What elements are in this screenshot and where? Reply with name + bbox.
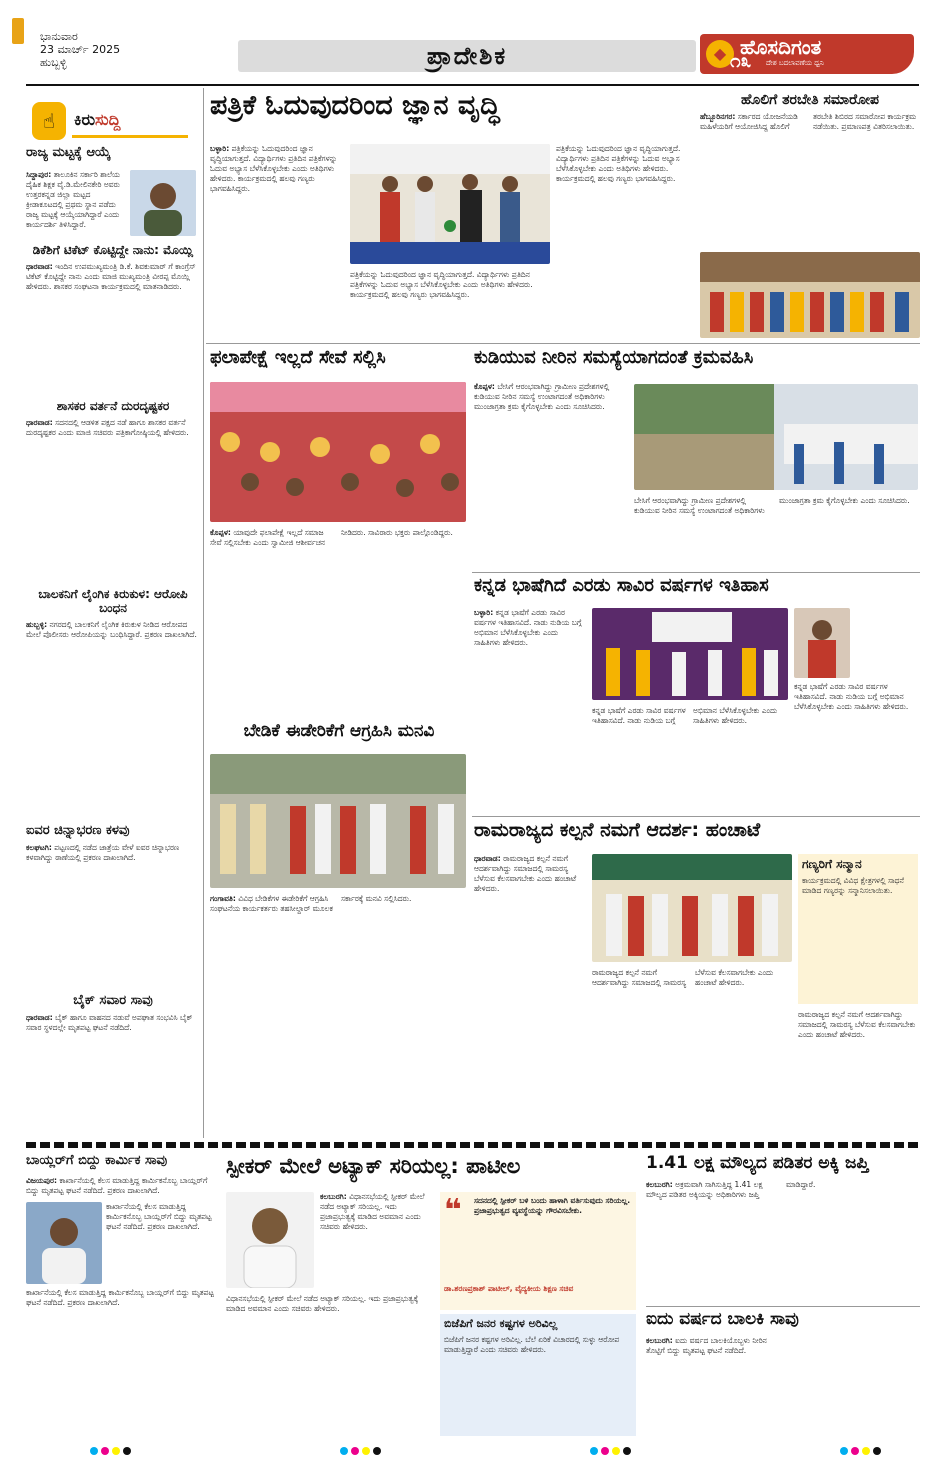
corner-mark: [12, 18, 24, 44]
brief-3-text: ಸದನದಲ್ಲಿ ಆಡಳಿತ ಪಕ್ಷದ ನಡೆ ಹಾಗೂ ಶಾಸಕರ ವರ್ತನೆ ದುರದೃಷ್ಟಕರ ಎಂದು ಮಾಜಿ ಸಚಿವರು ಪತ್ರಿಕಾಗೋಷ್ಠಿಯಲ್ಲಿ ಹೇಳಿದರು.: [26, 417, 189, 437]
city-label: ಹುಬ್ಬಳ್ಳಿ: [40, 56, 67, 69]
kirusuddi-badge: [32, 102, 182, 140]
quote-author: ಡಾ.ಶರಣಪ್ರಕಾಶ್ ಪಾಟೀಲ್, ವೈದ್ಯಕೀಯ ಶಿಕ್ಷಣ ಸಚಿವ: [444, 1284, 574, 1293]
boiler-text-side: ಕಾರ್ಖಾನೆಯಲ್ಲಿ ಕೆಲಸ ಮಾಡುತ್ತಿದ್ದ ಕಾರ್ಮಿಕನೊಬ್ಬ ಬಾಯ್ಲರ್‌ಗೆ ಬಿದ್ದು ಮೃತಪಟ್ಟ ಘಟನೆ ನಡೆದಿದೆ. ಪ್ರಕರಣ ದಾಖಲಾಗಿದೆ.: [106, 1202, 212, 1231]
bjp-headline: ಬಿಜೆಪಿಗೆ ಜನರ ಕಷ್ಟಗಳ ಅರಿವಿಲ್ಲ: [444, 1317, 558, 1330]
brief-3: ಶಾಸಕರ ವರ್ತನೆ ದುರದೃಷ್ಟಕರ ಧಾರವಾಡ: ಸದನದಲ್ಲಿ ಆಡಳಿತ ಪಕ್ಷದ ನಡೆ ಹಾಗೂ ಶಾಸಕರ ವರ್ತನೆ ದುರದೃಷ್ಟಕರ ಎಂದು ಮಾಜಿ ಸಚಿವರು ಪತ್ರಿಕಾಗೋಷ್ಠಿಯಲ್ಲಿ ಹೇಳಿದರು.: [26, 400, 200, 580]
training-text: ಸರ್ಕಾರದ ಯೋಜನೆಯಡಿ ಮಹಿಳೆಯರಿಗೆ ಆಯೋಜಿಸಿದ್ದ ಹೊಲಿಗೆ ತರಬೇತಿ ಶಿಬಿರದ ಸಮಾರೋಪ ಕಾರ್ಯಕ್ರಮ ನಡೆಯಿತು. ಪ್ರಮಾಣಪತ್ರ ವಿತರಿಸಲಾಯಿತು.: [700, 112, 917, 132]
kannada-photo-2: [794, 608, 850, 678]
cmyk-marks-3: [590, 1440, 634, 1459]
cmyk-marks-2: [340, 1440, 384, 1459]
ramarajya-headline: ರಾಮರಾಜ್ಯದ ಕಲ್ಪನೆ ನಮಗೆ ಆದರ್ಶ: ಹಂಚಾಟೆ: [474, 820, 761, 841]
felicitation-text: ಕಾರ್ಯಕ್ರಮದಲ್ಲಿ ವಿವಿಧ ಕ್ಷೇತ್ರಗಳಲ್ಲಿ ಸಾಧನೆ ಮಾಡಿದ ಗಣ್ಯರನ್ನು ಸನ್ಮಾನಿಸಲಾಯಿತು.: [802, 875, 904, 895]
top-rule: [26, 84, 919, 86]
brief-1-text: ತಾಲೂಕಿನ ಸರ್ಕಾರಿ ಶಾಲೆಯ ದೈಹಿಕ ಶಿಕ್ಷಕ ವೈ.ಡಿ.ಮೇಲಿನಕೇರಿ ಅವರು ಉತ್ತರಕನ್ನಡ ಜಿಲ್ಲಾ ಮಟ್ಟದ ಕ್ರೀಡಾಕೂಟದಲ್ಲಿ ಪ್ರಥಮ ಸ್ಥಾನ ಪಡೆದು ರಾಜ್ಯ ಮಟ್ಟಕ್ಕೆ ಆಯ್ಕೆಯಾಗಿದ್ದಾರೆ ಎಂದು ಕಾರ್ಯದರ್ಶಿ ತಿಳಿಸಿದ್ದಾರೆ.: [26, 170, 120, 229]
ramarajya-photo: [592, 854, 792, 962]
cmyk-marks-1: [90, 1440, 134, 1459]
lead-headline: ಪತ್ರಿಕೆ ಓದುವುದರಿಂದ ಜ್ಞಾನ ವೃದ್ಧಿ: [210, 90, 500, 121]
water-text: ಬೇಸಿಗೆ ಆರಂಭವಾಗಿದ್ದು ಗ್ರಾಮೀಣ ಪ್ರದೇಶಗಳಲ್ಲಿ ಕುಡಿಯುವ ನೀರಿನ ಸಮಸ್ಯೆ ಉಂಟಾಗದಂತೆ ಅಧಿಕಾರಿಗಳು ಮುಂಜಾಗ್ರತಾ ಕ್ರಮ ಕೈಗೊಳ್ಳಬೇಕು ಎಂದು ಸೂಚಿಸಿದರು.: [474, 382, 610, 411]
rally-text: ವಿವಿಧ ಬೇಡಿಕೆಗಳ ಈಡೇರಿಕೆಗೆ ಆಗ್ರಹಿಸಿ ಸಂಘಟನೆಯ ಕಾರ್ಯಕರ್ತರು ತಹಸೀಲ್ದಾರ್ ಮೂಲಕ ಸರ್ಕಾರಕ್ಕೆ ಮನವಿ ಸಲ್ಲಿಸಿದರು.: [210, 894, 412, 913]
section-divider: [26, 1142, 919, 1148]
rice-story: 1.41 ಲಕ್ಷ ಮೌಲ್ಯದ ಪಡಿತರ ಅಕ್ಕಿ ಜಪ್ತಿ ಕಲಬುರಗಿ: ಅಕ್ರಮವಾಗಿ ಸಾಗಿಸುತ್ತಿದ್ದ 1.41 ಲಕ್ಷ ಮೌಲ್ಯದ ಪಡಿತರ ಅಕ್ಕಿಯನ್ನು ಅಧಿಕಾರಿಗಳು ಜಪ್ತಿ ಮಾಡಿದ್ದಾರೆ.: [646, 1154, 920, 1304]
ramarajya-text-column-3: ರಾಮರಾಜ್ಯದ ಕಲ್ಪನೆ ನಮಗೆ ಆದರ್ಶವಾಗಿದ್ದು ಸಮಾಜದಲ್ಲಿ ಸಾಮರಸ್ಯ ಬೆಳೆಸುವ ಕೆಲಸವಾಗಬೇಕು ಎಂದು ಹಂಚಾಟೆ ಹೇಳಿದರು.: [798, 1010, 916, 1039]
brief-2-text: ಇಂದಿನ ಉಪಮುಖ್ಯಮಂತ್ರಿ ಡಿ.ಕೆ. ಶಿವಕುಮಾರ್ ಗೆ ಕಾಂಗ್ರೆಸ್ ಟಿಕೆಟ್ ಕೊಟ್ಟಿದ್ದೇ ನಾನು ಎಂದು ಮಾಜಿ ಮುಖ್ಯಮಂತ್ರಿ ವೀರಪ್ಪ ಮೊಯ್ಲಿ ಹೇಳಿದರು. ಶಾಸಕರ ಸಂಘಟನಾ ಕಾರ್ಯಕ್ರಮದಲ್ಲಿ ಮಾತನಾಡಿದರು.: [26, 261, 196, 291]
kannada-text: ಕನ್ನಡ ಭಾಷೆಗೆ ಎರಡು ಸಾವಿರ ವರ್ಷಗಳ ಇತಿಹಾಸವಿದೆ. ನಾಡು ನುಡಿಯ ಬಗ್ಗೆ ಅಭಿಮಾನ ಬೆಳೆಸಿಕೊಳ್ಳಬೇಕು ಎಂದು ಸಾಹಿತಿಗಳು ಹೇಳಿದರು.: [474, 608, 582, 647]
date-block: [40, 30, 120, 69]
kannada-text-column-3: ಕನ್ನಡ ಭಾಷೆಗೆ ಎರಡು ಸಾವಿರ ವರ್ಷಗಳ ಇತಿಹಾಸವಿದೆ. ನಾಡು ನುಡಿಯ ಬಗ್ಗೆ ಅಭಿಮಾನ ಬೆಳೆಸಿಕೊಳ್ಳಬೇಕು ಎಂದು ಸಾಹಿತಿಗಳು ಹೇಳಿದರು.: [794, 682, 909, 711]
service-story: ಫಲಾಪೇಕ್ಷೆ ಇಲ್ಲದೆ ಸೇವೆ ಸಲ್ಲಿಸಿ ಕೊಪ್ಪಳ: ಯಾವುದೇ ಫಲಾಪೇಕ್ಷೆ ಇಲ್ಲದೆ ಸಮಾಜ ಸೇವೆ ಸಲ್ಲಿಸಬೇಕು ಎಂದು ಸ್ವಾಮೀಜಿ ಆಶೀರ್ವಚನ ನೀಡಿದರು. ಸಾವಿರಾರು ಭಕ್ತರು ಪಾಲ್ಗೊಂಡಿದ್ದರು.: [210, 348, 468, 716]
lead-text-continued: ಪತ್ರಿಕೆಯನ್ನು ಓದುವುದರಿಂದ ಜ್ಞಾನ ವೃದ್ಧಿಯಾಗುತ್ತದೆ. ವಿದ್ಯಾರ್ಥಿಗಳು ಪ್ರತಿದಿನ ಪತ್ರಿಕೆಗಳನ್ನು ಓದುವ ಅಭ್ಯಾಸ ಬೆಳೆಸಿಕೊಳ್ಳಬೇಕು ಎಂದು ಅತಿಥಿಗಳು ಹೇಳಿದರು. ಕಾರ್ಯಕ್ರಮದಲ್ಲಿ ಹಲವು ಗಣ್ಯರು ಭಾಗವಹಿಸಿದ್ದರು.: [350, 270, 533, 299]
brief-1-headline: ರಾಜ್ಯ ಮಟ್ಟಕ್ಕೆ ಆಯ್ಕೆ: [26, 146, 111, 160]
cmyk-marks-4: [840, 1440, 884, 1459]
felicitation-box: [798, 854, 918, 1004]
column-divider: [203, 88, 204, 1138]
training-photo: [700, 252, 920, 338]
brief-2: ಡಿಕೆಶಿಗೆ ಟಿಕೆಟ್ ಕೊಟ್ಟಿದ್ದೇ ನಾನು: ಮೊಯ್ಲಿ ಧಾರವಾಡ: ಇಂದಿನ ಉಪಮುಖ್ಯಮಂತ್ರಿ ಡಿ.ಕೆ. ಶಿವಕುಮಾರ್ ಗೆ ಕಾಂಗ್ರೆಸ್ ಟಿಕೆಟ್ ಕೊಟ್ಟಿದ್ದೇ ನಾನು ಎಂದು ಮಾಜಿ ಮುಖ್ಯಮಂತ್ರಿ ವೀರಪ್ಪ ಮೊಯ್ಲಿ ಹೇಳಿದರು. ಶಾಸಕರ ಸಂಘಟನಾ ಕಾರ್ಯಕ್ರಮದಲ್ಲಿ ಮಾತನಾಡಿದರು.: [26, 244, 200, 394]
water-photo: [634, 384, 918, 490]
brief-6-headline: ಬೈಕ್ ಸವಾರ ಸಾವು: [73, 994, 153, 1008]
lamp-logo-icon: ◆: [706, 40, 734, 68]
date-label: 23 ಮಾರ್ಚ್ 2025: [40, 43, 121, 56]
lead-story: ಪತ್ರಿಕೆ ಓದುವುದರಿಂದ ಜ್ಞಾನ ವೃದ್ಧಿ ಬಳ್ಳಾರಿ: ಪತ್ರಿಕೆಯನ್ನು ಓದುವುದರಿಂದ ಜ್ಞಾನ ವೃದ್ಧಿಯಾಗುತ್ತದೆ. ವಿದ್ಯಾರ್ಥಿಗಳು ಪ್ರತಿದಿನ ಪತ್ರಿಕೆಗಳನ್ನು ಓದುವ ಅಭ್ಯಾಸ ಬೆಳೆಸಿಕೊಳ್ಳಬೇಕು ಎಂದು ಅತಿಥಿಗಳು ಹೇಳಿದರು. ಕಾರ್ಯಕ್ರಮದಲ್ಲಿ ಹಲವು ಗಣ್ಯರು ಭಾಗವಹಿಸಿದ್ದರು. ಪತ್ರಿಕೆಯನ್ನು ಓದುವುದರಿಂದ ಜ್ಞಾನ ವೃದ್ಧಿಯಾಗುತ್ತದೆ. ವಿದ್ಯಾರ್ಥಿಗಳು ಪ್ರತಿದಿನ ಪತ್ರಿಕೆಗಳನ್ನು ಓದುವ ಅಭ್ಯಾಸ ಬೆಳೆಸಿಕೊಳ್ಳಬೇಕು ಎಂದು ಅತಿಥಿಗಳು ಹೇಳಿದರು. ಕಾರ್ಯಕ್ರಮದಲ್ಲಿ ಹಲವು ಗಣ್ಯರು ಭಾಗವಹಿಸಿದ್ದರು. ಪತ್ರಿಕೆಯನ್ನು ಓದುವುದರಿಂದ ಜ್ಞಾನ ವೃದ್ಧಿಯಾಗುತ್ತದೆ. ವಿದ್ಯಾರ್ಥಿಗಳು ಪ್ರತಿದಿನ ಪತ್ರಿಕೆಗಳನ್ನು ಓದುವ ಅಭ್ಯಾಸ ಬೆಳೆಸಿಕೊಳ್ಳಬೇಕು ಎಂದು ಅತಿಥಿಗಳು ಹೇಳಿದರು. ಕಾರ್ಯಕ್ರಮದಲ್ಲಿ ಹಲವು ಗಣ್ಯರು ಭಾಗವಹಿಸಿದ್ದರು.: [210, 90, 690, 340]
brief-2-headline: ಡಿಕೆಶಿಗೆ ಟಿಕೆಟ್ ಕೊಟ್ಟಿದ್ದೇ ನಾನು: ಮೊಯ್ಲಿ: [32, 244, 194, 257]
kirusuddi-column: [26, 94, 200, 1138]
brief-6: ಬೈಕ್ ಸವಾರ ಸಾವು ಧಾರವಾಡ: ಬೈಕ್ ಹಾಗೂ ವಾಹನದ ನಡುವೆ ಅಪಘಾತ ಸಂಭವಿಸಿ ಬೈಕ್ ಸವಾರ ಸ್ಥಳದಲ್ಲೇ ಮೃತಪಟ್ಟ ಘಟನೆ ನಡೆದಿದೆ.: [26, 994, 200, 1138]
boiler-headline: ಬಾಯ್ಲರ್‌ಗೆ ಬಿದ್ದು ಕಾರ್ಮಿಕ ಸಾವು: [26, 1154, 168, 1168]
quote-box: [440, 1192, 636, 1310]
brief-4-headline: ಬಾಲಕನಿಗೆ ಲೈಂಗಿಕ ಕಿರುಕುಳ: ಆರೋಪಿ ಬಂಧನ: [38, 588, 188, 615]
section-title: ಪ್ರಾದೇಶಿಕ: [426, 42, 508, 70]
child-text: ಐದು ವರ್ಷದ ಬಾಲಕಿಯೊಬ್ಬಳು ನೀರಿನ ತೊಟ್ಟಿಗೆ ಬಿದ್ದು ಮೃತಪಟ್ಟ ಘಟನೆ ನಡೆದಿದೆ.: [646, 1335, 767, 1355]
training-headline: ಹೊಲಿಗೆ ತರಬೇತಿ ಸಮಾರೋಪ: [741, 92, 879, 108]
lead-text: ಪತ್ರಿಕೆಯನ್ನು ಓದುವುದರಿಂದ ಜ್ಞಾನ ವೃದ್ಧಿಯಾಗುತ್ತದೆ. ವಿದ್ಯಾರ್ಥಿಗಳು ಪ್ರತಿದಿನ ಪತ್ರಿಕೆಗಳನ್ನು ಓದುವ ಅಭ್ಯಾಸ ಬೆಳೆಸಿಕೊಳ್ಳಬೇಕು ಎಂದು ಅತಿಥಿಗಳು ಹೇಳಿದರು. ಕಾರ್ಯಕ್ರಮದಲ್ಲಿ ಹಲವು ಗಣ್ಯರು ಭಾಗವಹಿಸಿದ್ದರು.: [210, 144, 338, 193]
brief-5-text: ಪಟ್ಟಣದಲ್ಲಿ ನಡೆದ ಜಾತ್ರೆಯ ವೇಳೆ ಐವರ ಚಿನ್ನಾಭರಣ ಕಳವಾಗಿದ್ದು ಠಾಣೆಯಲ್ಲಿ ಪ್ರಕರಣ ದಾಖಲಾಗಿದೆ.: [26, 842, 180, 862]
brief-4: ಬಾಲಕನಿಗೆ ಲೈಂಗಿಕ ಕಿರುಕುಳ: ಆರೋಪಿ ಬಂಧನ ಹುಬ್ಬಳ್ಳಿ: ನಗರದಲ್ಲಿ ಬಾಲಕನಿಗೆ ಲೈಂಗಿಕ ಕಿರುಕುಳ ನೀಡಿದ ಆರೋಪದ ಮೇಲೆ ಪೊಲೀಸರು ಆರೋಪಿಯನ್ನು ಬಂಧಿಸಿದ್ದಾರೆ. ಪ್ರಕರಣ ದಾಖಲಾಗಿದೆ.: [26, 588, 200, 808]
child-story: ಐದು ವರ್ಷದ ಬಾಲಕಿ ಸಾವು ಕಲಬುರಗಿ: ಐದು ವರ್ಷದ ಬಾಲಕಿಯೊಬ್ಬಳು ನೀರಿನ ತೊಟ್ಟಿಗೆ ಬಿದ್ದು ಮೃತಪಟ್ಟ ಘಟನೆ ನಡೆದಿದೆ.: [646, 1310, 920, 1438]
service-headline: ಫಲಾಪೇಕ್ಷೆ ಇಲ್ಲದೆ ಸೇವೆ ಸಲ್ಲಿಸಿ: [210, 348, 386, 368]
water-story: ಕುಡಿಯುವ ನೀರಿನ ಸಮಸ್ಯೆಯಾಗದಂತೆ ಕ್ರಮವಹಿಸಿ ಕೊಪ್ಪಳ: ಬೇಸಿಗೆ ಆರಂಭವಾಗಿದ್ದು ಗ್ರಾಮೀಣ ಪ್ರದೇಶಗಳಲ್ಲಿ ಕುಡಿಯುವ ನೀರಿನ ಸಮಸ್ಯೆ ಉಂಟಾಗದಂತೆ ಅಧಿಕಾರಿಗಳು ಮುಂಜಾಗ್ರತಾ ಕ್ರಮ ಕೈಗೊಳ್ಳಬೇಕು ಎಂದು ಸೂಚಿಸಿದರು. ಬೇಸಿಗೆ ಆರಂಭವಾಗಿದ್ದು ಗ್ರಾಮೀಣ ಪ್ರದೇಶಗಳಲ್ಲಿ ಕುಡಿಯುವ ನೀರಿನ ಸಮಸ್ಯೆ ಉಂಟಾಗದಂತೆ ಅಧಿಕಾರಿಗಳು ಮುಂಜಾಗ್ರತಾ ಕ್ರಮ ಕೈಗೊಳ್ಳಬೇಕು ಎಂದು ಸೂಚಿಸಿದರು.: [474, 348, 920, 570]
kannada-headline: ಕನ್ನಡ ಭಾಷೆಗಿದೆ ಎರಡು ಸಾವಿರ ವರ್ಷಗಳ ಇತಿಹಾಸ: [474, 576, 769, 596]
boiler-story: ಬಾಯ್ಲರ್‌ಗೆ ಬಿದ್ದು ಕಾರ್ಮಿಕ ಸಾವು ವಿಜಯಪುರ: ಕಾರ್ಖಾನೆಯಲ್ಲಿ ಕೆಲಸ ಮಾಡುತ್ತಿದ್ದ ಕಾರ್ಮಿಕನೊಬ್ಬ ಬಾಯ್ಲರ್‌ಗೆ ಬಿದ್ದು ಮೃತಪಟ್ಟ ಘಟನೆ ನಡೆದಿದೆ. ಪ್ರಕರಣ ದಾಖಲಾಗಿದೆ. ಕಾರ್ಖಾನೆಯಲ್ಲಿ ಕೆಲಸ ಮಾಡುತ್ತಿದ್ದ ಕಾರ್ಮಿಕನೊಬ್ಬ ಬಾಯ್ಲರ್‌ಗೆ ಬಿದ್ದು ಮೃತಪಟ್ಟ ಘಟನೆ ನಡೆದಿದೆ. ಪ್ರಕರಣ ದಾಖಲಾಗಿದೆ. ಕಾರ್ಖಾನೆಯಲ್ಲಿ ಕೆಲಸ ಮಾಡುತ್ತಿದ್ದ ಕಾರ್ಮಿಕನೊಬ್ಬ ಬಾಯ್ಲರ್‌ಗೆ ಬಿದ್ದು ಮೃತಪಟ್ಟ ಘಟನೆ ನಡೆದಿದೆ. ಪ್ರಕರಣ ದಾಖಲಾಗಿದೆ.: [26, 1154, 218, 1434]
rice-text: ಅಕ್ರಮವಾಗಿ ಸಾಗಿಸುತ್ತಿದ್ದ 1.41 ಲಕ್ಷ ಮೌಲ್ಯದ ಪಡಿತರ ಅಕ್ಕಿಯನ್ನು ಅಧಿಕಾರಿಗಳು ಜಪ್ತಿ ಮಾಡಿದ್ದಾರೆ.: [646, 1179, 816, 1199]
rule-3: [472, 816, 920, 817]
ramarajya-text-continued: ರಾಮರಾಜ್ಯದ ಕಲ್ಪನೆ ನಮಗೆ ಆದರ್ಶವಾಗಿದ್ದು ಸಮಾಜದಲ್ಲಿ ಸಾಮರಸ್ಯ ಬೆಳೆಸುವ ಕೆಲಸವಾಗಬೇಕು ಎಂದು ಹಂಚಾಟೆ ಹೇಳಿದರು.: [592, 968, 774, 987]
rule-2: [472, 572, 920, 573]
boiler-text: ಕಾರ್ಖಾನೆಯಲ್ಲಿ ಕೆಲಸ ಮಾಡುತ್ತಿದ್ದ ಕಾರ್ಮಿಕನೊಬ್ಬ ಬಾಯ್ಲರ್‌ಗೆ ಬಿದ್ದು ಮೃತಪಟ್ಟ ಘಟನೆ ನಡೆದಿದೆ. ಪ್ರಕರಣ ದಾಖಲಾಗಿದೆ.: [26, 1176, 208, 1195]
ramarajya-story: ರಾಮರಾಜ್ಯದ ಕಲ್ಪನೆ ನಮಗೆ ಆದರ್ಶ: ಹಂಚಾಟೆ ಧಾರವಾಡ: ರಾಮರಾಜ್ಯದ ಕಲ್ಪನೆ ನಮಗೆ ಆದರ್ಶವಾಗಿದ್ದು ಸಮಾಜದಲ್ಲಿ ಸಾಮರಸ್ಯ ಬೆಳೆಸುವ ಕೆಲಸವಾಗಬೇಕು ಎಂದು ಹಂಚಾಟೆ ಹೇಳಿದರು. ರಾಮರಾಜ್ಯದ ಕಲ್ಪನೆ ನಮಗೆ ಆದರ್ಶವಾಗಿದ್ದು ಸಮಾಜದಲ್ಲಿ ಸಾಮರಸ್ಯ ಬೆಳೆಸುವ ಕೆಲಸವಾಗಬೇಕು ಎಂದು ಹಂಚಾಟೆ ಹೇಳಿದರು. ಗಣ್ಯರಿಗೆ ಸನ್ಮಾನ ಕಾರ್ಯಕ್ರಮದಲ್ಲಿ ವಿವಿಧ ಕ್ಷೇತ್ರಗಳಲ್ಲಿ ಸಾಧನೆ ಮಾಡಿದ ಗಣ್ಯರನ್ನು ಸನ್ಮಾನಿಸಲಾಯಿತು. ರಾಮರಾಜ್ಯದ ಕಲ್ಪನೆ ನಮಗೆ ಆದರ್ಶವಾಗಿದ್ದು ಸಮಾಜದಲ್ಲಿ ಸಾಮರಸ್ಯ ಬೆಳೆಸುವ ಕೆಲಸವಾಗಬೇಕು ಎಂದು ಹಂಚಾಟೆ ಹೇಳಿದರು.: [474, 820, 920, 1138]
brief-6-text: ಬೈಕ್ ಹಾಗೂ ವಾಹನದ ನಡುವೆ ಅಪಘಾತ ಸಂಭವಿಸಿ ಬೈಕ್ ಸವಾರ ಸ್ಥಳದಲ್ಲೇ ಮೃತಪಟ್ಟ ಘಟನೆ ನಡೆದಿದೆ.: [26, 1012, 193, 1032]
kirusuddi-underline: [72, 135, 188, 138]
ramarajya-text: ರಾಮರಾಜ್ಯದ ಕಲ್ಪನೆ ನಮಗೆ ಆದರ್ಶವಾಗಿದ್ದು ಸಮಾಜದಲ್ಲಿ ಸಾಮರಸ್ಯ ಬೆಳೆಸುವ ಕೆಲಸವಾಗಬೇಕು ಎಂದು ಹಂಚಾಟೆ ಹೇಳಿದರು.: [474, 854, 577, 893]
speaker-text: ವಿಧಾನಸಭೆಯಲ್ಲಿ ಸ್ಪೀಕರ್ ಮೇಲೆ ನಡೆದ ಅಟ್ಯಾಕ್ ಸರಿಯಲ್ಲ. ಇದು ಪ್ರಜಾಪ್ರಭುತ್ವಕ್ಕೆ ಮಾಡಿದ ಅವಮಾನ ಎಂದು ಸಚಿವರು ಹೇಳಿದರು.: [320, 1192, 425, 1231]
kannada-text-continued: ಕನ್ನಡ ಭಾಷೆಗೆ ಎರಡು ಸಾವಿರ ವರ್ಷಗಳ ಇತಿಹಾಸವಿದೆ. ನಾಡು ನುಡಿಯ ಬಗ್ಗೆ ಅಭಿಮಾನ ಬೆಳೆಸಿಕೊಳ್ಳಬೇಕು ಎಂದು ಸಾಹಿತಿಗಳು ಹೇಳಿದರು.: [592, 706, 778, 725]
masthead: [0, 0, 945, 84]
water-headline: ಕುಡಿಯುವ ನೀರಿನ ಸಮಸ್ಯೆಯಾಗದಂತೆ ಕ್ರಮವಹಿಸಿ: [474, 348, 754, 368]
service-text: ಯಾವುದೇ ಫಲಾಪೇಕ್ಷೆ ಇಲ್ಲದೆ ಸಮಾಜ ಸೇವೆ ಸಲ್ಲಿಸಬೇಕು ಎಂದು ಸ್ವಾಮೀಜಿ ಆಶೀರ್ವಚನ ನೀಡಿದರು. ಸಾವಿರಾರು ಭಕ್ತರು ಪಾಲ್ಗೊಂಡಿದ್ದರು.: [210, 528, 453, 547]
brand-name: ಹೊಸದಿಗಂತ: [740, 35, 822, 59]
quote-mark-icon: ❝: [444, 1193, 462, 1228]
brief-1: ರಾಜ್ಯ ಮಟ್ಟಕ್ಕೆ ಆಯ್ಕೆ ಸಿದ್ದಾಪುರ: ತಾಲೂಕಿನ ಸರ್ಕಾರಿ ಶಾಲೆಯ ದೈಹಿಕ ಶಿಕ್ಷಕ ವೈ.ಡಿ.ಮೇಲಿನಕೇರಿ ಅವರು ಉತ್ತರಕನ್ನಡ ಜಿಲ್ಲಾ ಮಟ್ಟದ ಕ್ರೀಡಾಕೂಟದಲ್ಲಿ ಪ್ರಥಮ ಸ್ಥಾನ ಪಡೆದು ರಾಜ್ಯ ಮಟ್ಟಕ್ಕೆ ಆಯ್ಕೆಯಾಗಿದ್ದಾರೆ ಎಂದು ಕಾರ್ಯದರ್ಶಿ ತಿಳಿಸಿದ್ದಾರೆ.: [26, 146, 200, 238]
hand-point-icon: ☝: [32, 102, 66, 140]
training-story: ಹೊಲಿಗೆ ತರಬೇತಿ ಸಮಾರೋಪ ಹೆಬ್ಬೂರಿನಗರ: ಸರ್ಕಾರದ ಯೋಜನೆಯಡಿ ಮಹಿಳೆಯರಿಗೆ ಆಯೋಜಿಸಿದ್ದ ಹೊಲಿಗೆ ತರಬೇತಿ ಶಿಬಿರದ ಸಮಾರೋಪ ಕಾರ್ಯಕ್ರಮ ನಡೆಯಿತು. ಪ್ರಮಾಣಪತ್ರ ವಿತರಿಸಲಾಯಿತು.: [700, 92, 920, 340]
boiler-photo: [26, 1202, 102, 1284]
kannada-photo: [592, 608, 788, 700]
brief-3-headline: ಶಾಸಕರ ವರ್ತನೆ ದುರದೃಷ್ಟಕರ: [56, 400, 170, 413]
felicitation-headline: ಗಣ್ಯರಿಗೆ ಸನ್ಮಾನ: [802, 857, 862, 871]
page-number: ೧೩: [730, 50, 752, 72]
rally-photo: [210, 754, 466, 888]
service-photo: [210, 382, 466, 522]
rally-headline: ಬೇಡಿಕೆ ಈಡೇರಿಕೆಗೆ ಆಗ್ರಹಿಸಿ ಮನವಿ: [243, 722, 435, 741]
kirusuddi-label: ಕಿರುಸುದ್ದಿ: [74, 110, 121, 129]
child-headline: ಐದು ವರ್ಷದ ಬಾಲಕಿ ಸಾವು: [646, 1310, 799, 1329]
rule-4: [646, 1306, 920, 1307]
boiler-text-continued: ಕಾರ್ಖಾನೆಯಲ್ಲಿ ಕೆಲಸ ಮಾಡುತ್ತಿದ್ದ ಕಾರ್ಮಿಕನೊಬ್ಬ ಬಾಯ್ಲರ್‌ಗೆ ಬಿದ್ದು ಮೃತಪಟ್ಟ ಘಟನೆ ನಡೆದಿದೆ. ಪ್ರಕರಣ ದಾಖಲಾಗಿದೆ.: [26, 1288, 214, 1307]
bjp-box: [440, 1314, 636, 1436]
lead-photo: [350, 144, 550, 264]
speaker-story: ಸ್ಪೀಕರ್ ಮೇಲೆ ಅಟ್ಯಾಕ್ ಸರಿಯಲ್ಲ: ಪಾಟೀಲ ಕಲಬುರಗಿ: ವಿಧಾನಸಭೆಯಲ್ಲಿ ಸ್ಪೀಕರ್ ಮೇಲೆ ನಡೆದ ಅಟ್ಯಾಕ್ ಸರಿಯಲ್ಲ. ಇದು ಪ್ರಜಾಪ್ರಭುತ್ವಕ್ಕೆ ಮಾಡಿದ ಅವಮಾನ ಎಂದು ಸಚಿವರು ಹೇಳಿದರು. ವಿಧಾನಸಭೆಯಲ್ಲಿ ಸ್ಪೀಕರ್ ಮೇಲೆ ನಡೆದ ಅಟ್ಯಾಕ್ ಸರಿಯಲ್ಲ. ಇದು ಪ್ರಜಾಪ್ರಭುತ್ವಕ್ಕೆ ಮಾಡಿದ ಅವಮಾನ ಎಂದು ಸಚಿವರು ಹೇಳಿದರು. ❝ ಸದನದಲ್ಲಿ ಸ್ಪೀಕರ್ ಬಳಿ ಬಂದು ಹಾಳಾಗಿ ವರ್ತಿಸುವುದು ಸರಿಯಲ್ಲ. ಪ್ರಜಾಪ್ರಭುತ್ವದ ವ್ಯವಸ್ಥೆಯನ್ನು ಗೌರವಿಸಬೇಕು. ಡಾ.ಶರಣಪ್ರಕಾಶ್ ಪಾಟೀಲ್, ವೈದ್ಯಕೀಯ ಶಿಕ್ಷಣ ಸಚಿವ ಬಿಜೆಪಿಗೆ ಜನರ ಕಷ್ಟಗಳ ಅರಿವಿಲ್ಲ ಬಿಜೆಪಿಗೆ ಜನರ ಕಷ್ಟಗಳ ಅರಿವಿಲ್ಲ. ಬೆಲೆ ಏರಿಕೆ ವಿಚಾರದಲ್ಲಿ ಸುಳ್ಳು ಆರೋಪ ಮಾಡುತ್ತಿದ್ದಾರೆ ಎಂದು ಸಚಿವರು ಹೇಳಿದರು.: [226, 1154, 638, 1438]
brand-tagline: ದೇಶ ಬದಲಾವಣೆಯ ಧ್ವನಿ: [766, 59, 824, 67]
brief-5: ಐವರ ಚಿನ್ನಾಭರಣ ಕಳವು ಕಲಘಟಗಿ: ಪಟ್ಟಣದಲ್ಲಿ ನಡೆದ ಜಾತ್ರೆಯ ವೇಳೆ ಐವರ ಚಿನ್ನಾಭರಣ ಕಳವಾಗಿದ್ದು ಠಾಣೆಯಲ್ಲಿ ಪ್ರಕರಣ ದಾಖಲಾಗಿದೆ.: [26, 824, 200, 988]
brief-4-text: ನಗರದಲ್ಲಿ ಬಾಲಕನಿಗೆ ಲೈಂಗಿಕ ಕಿರುಕುಳ ನೀಡಿದ ಆರೋಪದ ಮೇಲೆ ಪೊಲೀಸರು ಆರೋಪಿಯನ್ನು ಬಂಧಿಸಿದ್ದಾರೆ. ಪ್ರಕರಣ ದಾಖಲಾಗಿದೆ.: [26, 619, 197, 639]
rice-headline: 1.41 ಲಕ್ಷ ಮೌಲ್ಯದ ಪಡಿತರ ಅಕ್ಕಿ ಜಪ್ತಿ: [646, 1154, 869, 1173]
speaker-headline: ಸ್ಪೀಕರ್ ಮೇಲೆ ಅಟ್ಯಾಕ್ ಸರಿಯಲ್ಲ: ಪಾಟೀಲ: [226, 1154, 521, 1178]
kannada-story: ಕನ್ನಡ ಭಾಷೆಗಿದೆ ಎರಡು ಸಾವಿರ ವರ್ಷಗಳ ಇತಿಹಾಸ ಬಳ್ಳಾರಿ: ಕನ್ನಡ ಭಾಷೆಗೆ ಎರಡು ಸಾವಿರ ವರ್ಷಗಳ ಇತಿಹಾಸವಿದೆ. ನಾಡು ನುಡಿಯ ಬಗ್ಗೆ ಅಭಿಮಾನ ಬೆಳೆಸಿಕೊಳ್ಳಬೇಕು ಎಂದು ಸಾಹಿತಿಗಳು ಹೇಳಿದರು. ಕನ್ನಡ ಭಾಷೆಗೆ ಎರಡು ಸಾವಿರ ವರ್ಷಗಳ ಇತಿಹಾಸವಿದೆ. ನಾಡು ನುಡಿಯ ಬಗ್ಗೆ ಅಭಿಮಾನ ಬೆಳೆಸಿಕೊಳ್ಳಬೇಕು ಎಂದು ಸಾಹಿತಿಗಳು ಹೇಳಿದರು. ಕನ್ನಡ ಭಾಷೆಗೆ ಎರಡು ಸಾವಿರ ವರ್ಷಗಳ ಇತಿಹಾಸವಿದೆ. ನಾಡು ನುಡಿಯ ಬಗ್ಗೆ ಅಭಿಮಾನ ಬೆಳೆಸಿಕೊಳ್ಳಬೇಕು ಎಂದು ಸಾಹಿತಿಗಳು ಹೇಳಿದರು.: [474, 576, 920, 814]
water-text-continued: ಬೇಸಿಗೆ ಆರಂಭವಾಗಿದ್ದು ಗ್ರಾಮೀಣ ಪ್ರದೇಶಗಳಲ್ಲಿ ಕುಡಿಯುವ ನೀರಿನ ಸಮಸ್ಯೆ ಉಂಟಾಗದಂತೆ ಅಧಿಕಾರಿಗಳು ಮುಂಜಾಗ್ರತಾ ಕ್ರಮ ಕೈಗೊಳ್ಳಬೇಕು ಎಂದು ಸೂಚಿಸಿದರು.: [634, 496, 910, 515]
brief-1-photo: [130, 170, 196, 236]
lead-text-column-3: ಪತ್ರಿಕೆಯನ್ನು ಓದುವುದರಿಂದ ಜ್ಞಾನ ವೃದ್ಧಿಯಾಗುತ್ತದೆ. ವಿದ್ಯಾರ್ಥಿಗಳು ಪ್ರತಿದಿನ ಪತ್ರಿಕೆಗಳನ್ನು ಓದುವ ಅಭ್ಯಾಸ ಬೆಳೆಸಿಕೊಳ್ಳಬೇಕು ಎಂದು ಅತಿಥಿಗಳು ಹೇಳಿದರು. ಕಾರ್ಯಕ್ರಮದಲ್ಲಿ ಹಲವು ಗಣ್ಯರು ಭಾಗವಹಿಸಿದ್ದರು.: [556, 144, 681, 183]
brief-5-headline: ಐವರ ಚಿನ್ನಾಭರಣ ಕಳವು: [26, 824, 130, 838]
speaker-photo: [226, 1192, 314, 1288]
day-label: ಭಾನುವಾರ: [40, 30, 78, 43]
rally-story: ಬೇಡಿಕೆ ಈಡೇರಿಕೆಗೆ ಆಗ್ರಹಿಸಿ ಮನವಿ ಗಂಗಾವತಿ: ವಿವಿಧ ಬೇಡಿಕೆಗಳ ಈಡೇರಿಕೆಗೆ ಆಗ್ರಹಿಸಿ ಸಂಘಟನೆಯ ಕಾರ್ಯಕರ್ತರು ತಹಸೀಲ್ದಾರ್ ಮೂಲಕ ಸರ್ಕಾರಕ್ಕೆ ಮನವಿ ಸಲ್ಲಿಸಿದರು.: [210, 722, 468, 1138]
rule-1: [206, 343, 920, 344]
bjp-text: ಬಿಜೆಪಿಗೆ ಜನರ ಕಷ್ಟಗಳ ಅರಿವಿಲ್ಲ. ಬೆಲೆ ಏರಿಕೆ ವಿಚಾರದಲ್ಲಿ ಸುಳ್ಳು ಆರೋಪ ಮಾಡುತ್ತಿದ್ದಾರೆ ಎಂದು ಸಚಿವರು ಹೇಳಿದರು.: [444, 1334, 620, 1354]
quote-text: ಸದನದಲ್ಲಿ ಸ್ಪೀಕರ್ ಬಳಿ ಬಂದು ಹಾಳಾಗಿ ವರ್ತಿಸುವುದು ಸರಿಯಲ್ಲ. ಪ್ರಜಾಪ್ರಭುತ್ವದ ವ್ಯವಸ್ಥೆಯನ್ನು ಗೌರವಿಸಬೇಕು.: [474, 1196, 631, 1215]
speaker-text-continued: ವಿಧಾನಸಭೆಯಲ್ಲಿ ಸ್ಪೀಕರ್ ಮೇಲೆ ನಡೆದ ಅಟ್ಯಾಕ್ ಸರಿಯಲ್ಲ. ಇದು ಪ್ರಜಾಪ್ರಭುತ್ವಕ್ಕೆ ಮಾಡಿದ ಅವಮಾನ ಎಂದು ಸಚಿವರು ಹೇಳಿದರು.: [226, 1294, 419, 1313]
